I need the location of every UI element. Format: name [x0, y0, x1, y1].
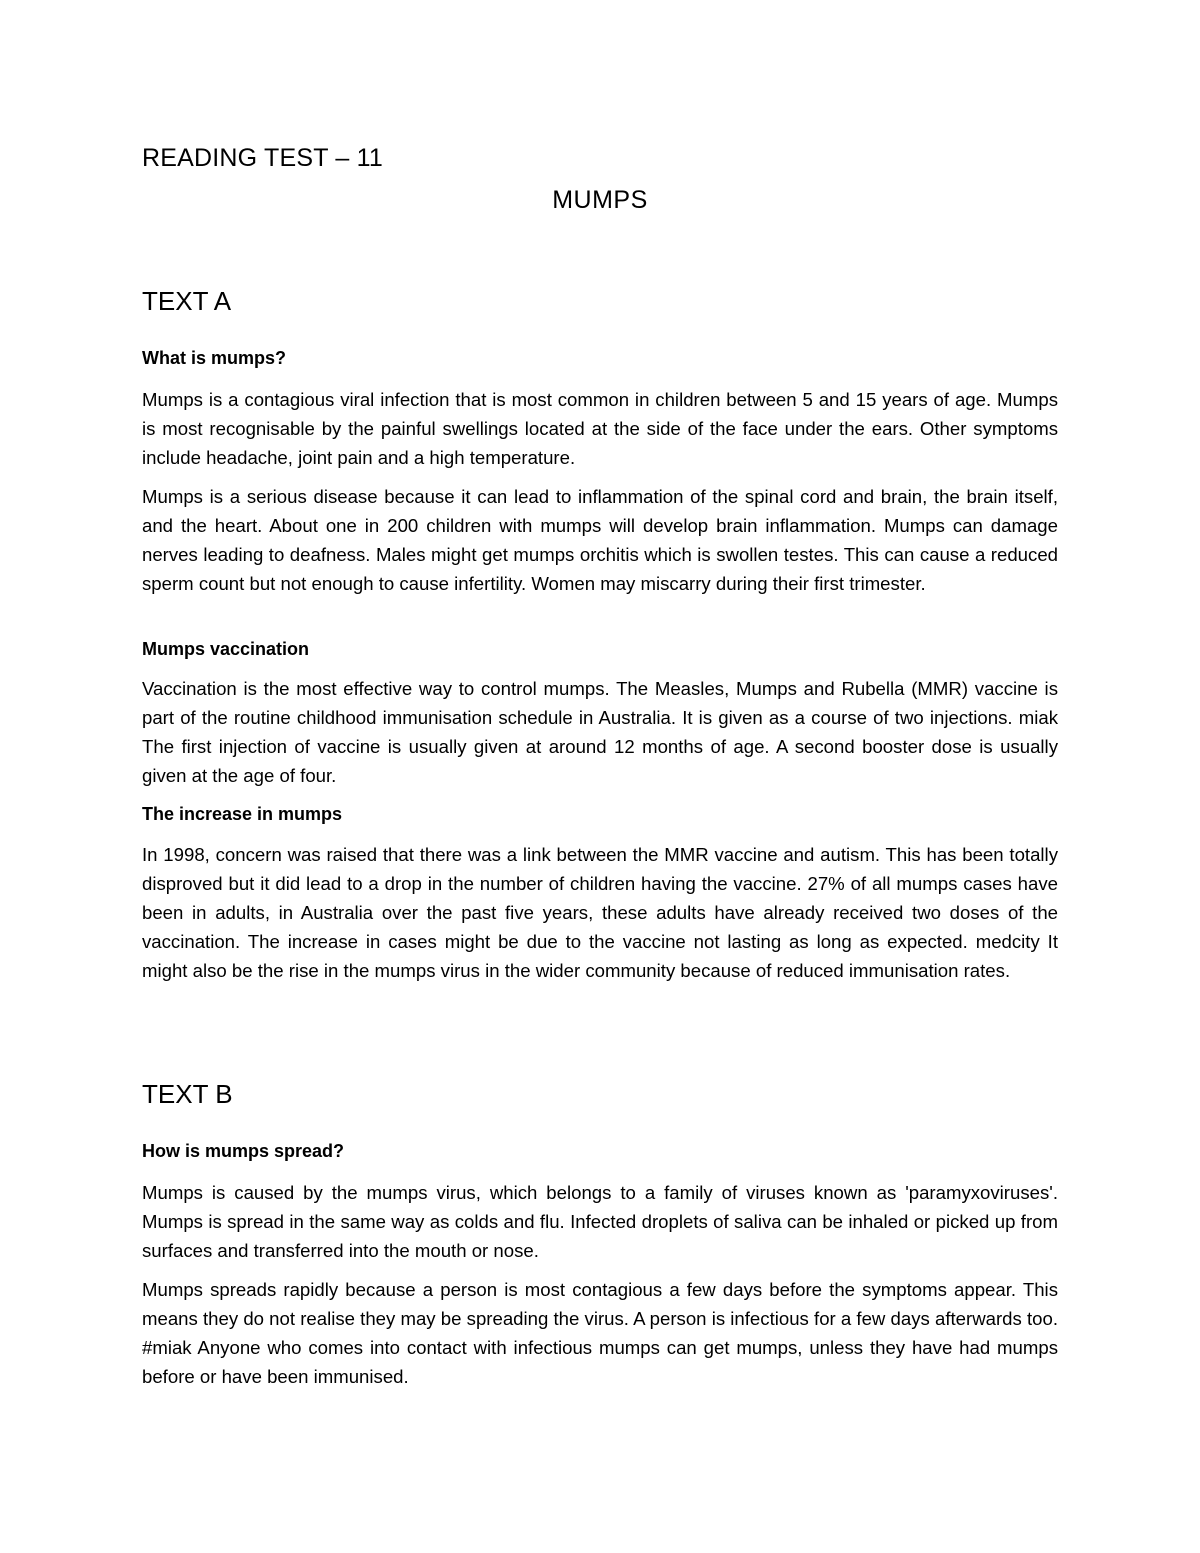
- text-b-heading: TEXT B: [142, 1079, 233, 1109]
- document-title: MUMPS: [552, 186, 648, 214]
- what-is-mumps-heading: What is mumps?: [142, 348, 287, 368]
- increase-in-mumps-paragraph: In 1998, concern was raised that there was a link between the MMR vaccine and autism. This has been totally disproved but it did lead to a drop in the number of children having the vaccine. 27% of all mumps cases have been in adults, in Australia over the past five years, these adults have already received two doses of the vaccination. The increase in cases might be due to the vaccine not lasting as long as expected. medcity It might also be the rise in the mumps virus in the wider community because of reduced immunisation rates.: [142, 844, 1058, 981]
- test-title: READING TEST – 11: [142, 144, 383, 172]
- text-a-heading: TEXT A: [142, 286, 232, 316]
- how-is-mumps-spread-paragraph-1: Mumps is caused by the mumps virus, which belongs to a family of viruses known as 'paramyxoviruses'. Mumps is spread in the same way as colds and flu. Infected droplets of saliva can be inhaled or picked up from surfaces and transferred into the mouth or nose.: [142, 1182, 1058, 1261]
- how-is-mumps-spread-paragraph-2: Mumps spreads rapidly because a person is most contagious a few days before the symptoms appear. This means they do not realise they may be spreading the virus. A person is infectious for a few days afterwards too. #miak Anyone who comes into contact with infectious mumps can get mumps, unless they have had mumps before or have been immunised.: [142, 1279, 1058, 1387]
- what-is-mumps-paragraph-2: Mumps is a serious disease because it can lead to inflammation of the spinal cord and brain, the brain itself, and the heart. About one in 200 children with mumps will develop brain inflammation. Mumps can damage nerves leading to deafness. Males might get mumps orchitis which is swollen testes. This can cause a reduced sperm count but not enough to cause infertility. Women may miscarry during their first trimester.: [142, 486, 1058, 594]
- mumps-vaccination-paragraph: Vaccination is the most effective way to control mumps. The Measles, Mumps and Rubella (MMR) vaccine is part of the routine childhood immunisation schedule in Australia. It is given as a course of two injections. miak The first injection of vaccine is usually given at around 12 months of age. A second booster dose is usually given at the age of four.: [142, 678, 1058, 786]
- mumps-vaccination-heading: Mumps vaccination: [142, 639, 310, 659]
- how-is-mumps-spread-heading: How is mumps spread?: [142, 1141, 345, 1161]
- increase-in-mumps-heading: The increase in mumps: [142, 804, 343, 824]
- what-is-mumps-paragraph-1: Mumps is a contagious viral infection that is most common in children between 5 and 15 years of age. Mumps is most recognisable by the painful swellings located at the side of the face under the ears. Other symptoms include headache, joint pain and a high temperature.: [142, 389, 1058, 468]
